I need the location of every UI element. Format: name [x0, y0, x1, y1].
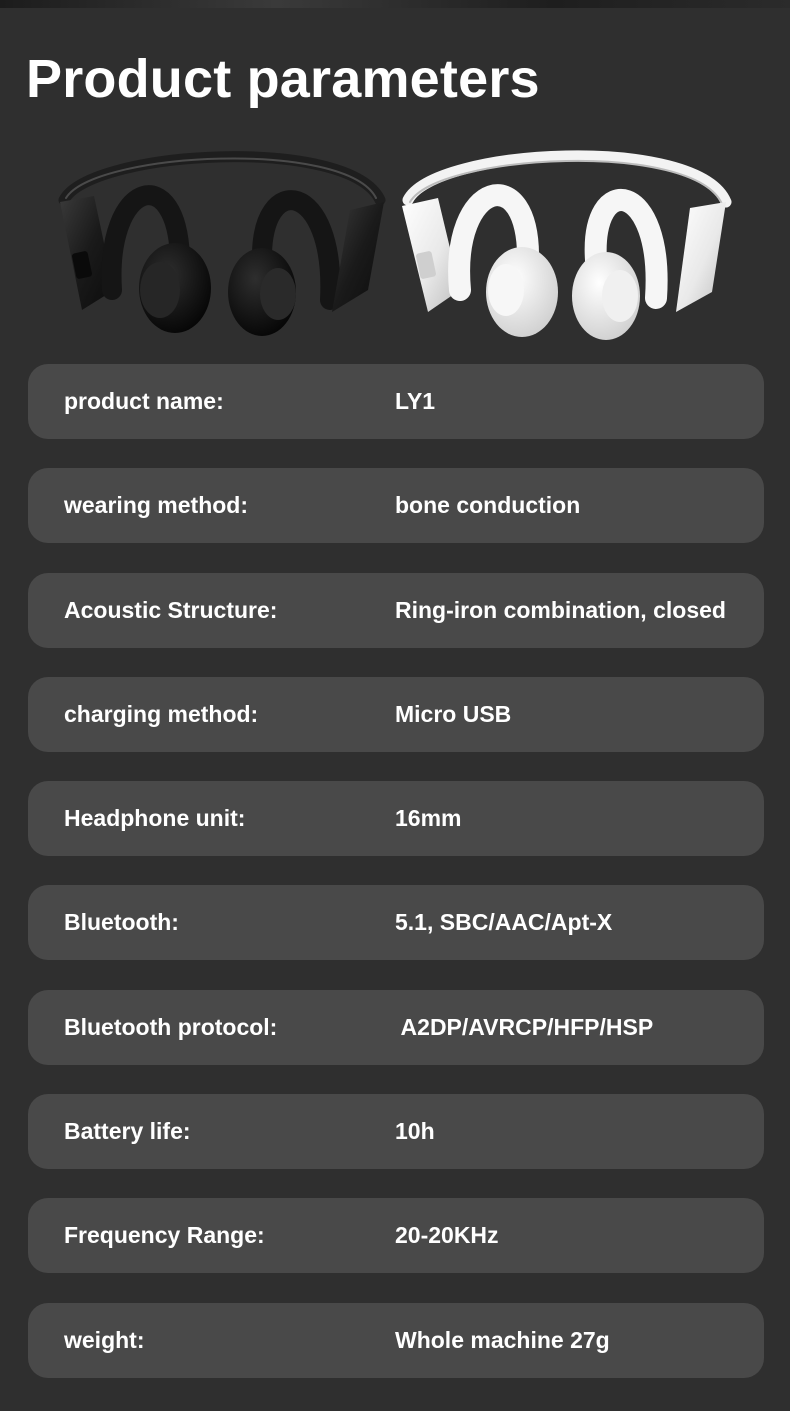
- white-headphones: [402, 156, 726, 340]
- param-row-product-name: [28, 364, 764, 439]
- param-value: 16mm: [395, 805, 462, 832]
- param-label: product name:: [64, 388, 224, 414]
- param-row-frequency-range: [28, 1198, 764, 1273]
- parameter-list: [28, 364, 764, 1407]
- param-row-weight: [28, 1303, 764, 1378]
- headphones-product-image: [50, 140, 740, 350]
- top-decorative-strip: [0, 0, 790, 8]
- param-label: Acoustic Structure:: [64, 596, 278, 623]
- param-value: LY1: [395, 388, 436, 414]
- param-row-charging-method: [28, 677, 764, 752]
- param-label: Bluetooth protocol:: [64, 1013, 278, 1040]
- param-row-wearing-method: [28, 468, 764, 543]
- param-row-battery-life: [28, 1094, 764, 1169]
- param-value: bone conduction: [395, 492, 581, 519]
- param-label: Frequency Range:: [64, 1222, 265, 1249]
- param-value: Micro USB: [395, 700, 512, 727]
- param-label: Headphone unit:: [64, 805, 246, 832]
- param-row-headphone-unit: [28, 781, 764, 856]
- page-title: Product parameters: [26, 49, 540, 109]
- black-headphones: [60, 157, 384, 336]
- param-value: Ring-iron combination, closed: [395, 596, 726, 623]
- param-label: Battery life:: [64, 1118, 191, 1145]
- param-value: A2DP/AVRCP/HFP/HSP: [395, 1013, 654, 1040]
- param-value: Whole machine 27g: [395, 1326, 610, 1353]
- param-label: weight:: [64, 1326, 145, 1353]
- param-label: wearing method:: [64, 492, 249, 519]
- param-value: 5.1, SBC/AAC/Apt-X: [395, 909, 613, 936]
- param-value: 20-20KHz: [395, 1222, 499, 1249]
- param-label: charging method:: [64, 700, 259, 727]
- param-row-bluetooth-protocol: [28, 990, 764, 1065]
- param-row-bluetooth: [28, 885, 764, 960]
- param-label: Bluetooth:: [64, 909, 179, 936]
- param-row-acoustic-structure: [28, 573, 764, 648]
- param-value: 10h: [395, 1118, 435, 1145]
